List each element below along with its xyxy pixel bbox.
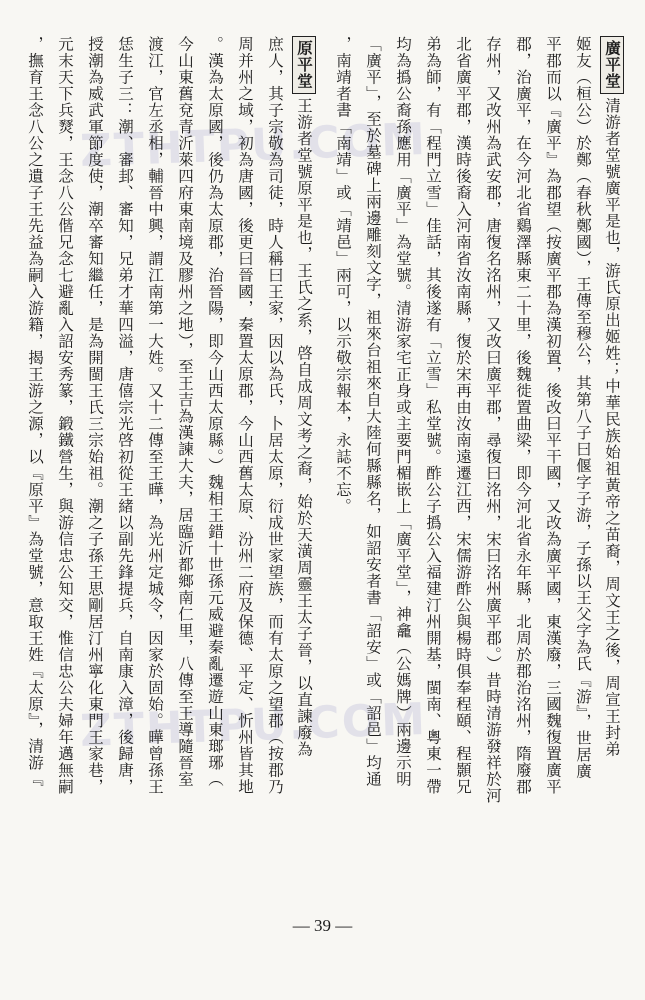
text-column: 恁生子三：潮、審邽、審知，兄弟才華四溢，唐僖宗光啓初從王緒以副先鋒提兵，自南康入漳，後歸唐，	[116, 36, 134, 795]
text-column: 渡江，官左丞相，輔晉中興，謂江南第一大姓。又十二傳至王曄，為光州定城令，因家於固始。曄曾孫王	[146, 36, 164, 795]
text-column: 均為撝公裔孫應用「廣平」為堂號。清游家宅正身或主要門楣嵌上「廣平堂」，神龕（公媽牌）兩邊示明	[394, 36, 412, 788]
text-column: 今山東舊兗青沂萊四府東南境及膠州之地），至王吉為漢諫大夫，居臨沂都鄉南仁里，八傳至王導隨晉室	[176, 36, 194, 788]
section-heading: 原平堂	[292, 36, 316, 94]
text-column: 「廣平」，至於墓碑上兩邊雕刻文字，祖來台祖來自大陸何縣縣名，如詔安者書「詔安」或「詔邑」均通	[364, 36, 382, 788]
text-column: 原平堂王游者堂號原平是也，王氏之系，啓自成周文考之裔，始於天潢周靈王太子晉，以直諫廢為	[294, 36, 316, 916]
section-heading: 廣平堂	[600, 36, 624, 94]
text-column: 弟為師，有「程門立雪」佳話，其後遂有「立雪」私堂號。酢公子撝公入福建汀州開基，閩南、粵東一帶	[424, 36, 442, 795]
text-column: 元末天下兵燹，王念八公偕兄念七避亂入詔安秀篆，鍛鐵營生，與游信忠公知交，惟信忠公夫婦年邁無嗣	[56, 36, 74, 795]
text-column: 姬友（桓公）於鄭（春秋鄭國），王傳至穆公，其第八子曰偃字子游，子孫以王父字為氏『游』，世居廣	[574, 36, 592, 780]
text-column: 。漢為太原國，後仍為太原郡，治晉陽，即今山西太原縣。）魏相王錯十世孫元威避秦亂遷遊山東瑯琊（	[206, 36, 224, 788]
page-number: — 39 —	[292, 916, 353, 935]
text-column: 庶人，其子宗敬為司徒，時人稱曰王家，因以為氏，卜居太原，衍成世家望族，而有太原之望郡（按郡乃	[266, 36, 284, 795]
text-column: 授潮為威武軍節度使，潮卒審知繼任，是為開閩王氏三宗始祖。潮之子孫王思剛居汀州寧化東門王家巷，	[86, 36, 104, 795]
text-column: 廣平堂清游者堂號廣平是也，游氏原出姬姓；中華民族始祖黃帝之苗裔，周文王之後，周宣王封弟	[602, 36, 624, 916]
vertical-text-body	[26, 36, 624, 916]
text-column: 郡，治廣平，在今河北省鷄澤縣東二十里，後魏徙置曲梁，即今河北省永年縣，北周於郡治洺州，隋廢郡	[514, 36, 532, 795]
text-column: 平郡而以『廣平』為郡望（按廣平郡為漢初置，後改曰平干國，又改為廣平國，東漢廢，三國魏復置廣平	[544, 36, 562, 795]
watermark: ZTHTPU.COM	[79, 693, 428, 758]
text-column: ，撫育王念八公之遺子王先益為嗣入游籍，揭王游之源，以『原平』為堂號，意取王姓『太原』，清游『	[26, 36, 44, 788]
watermark: ZTHTPU.COM	[79, 113, 428, 178]
text-column: 周并州之域，初為唐國，後更曰晉國，秦置太原郡，今山西舊太原、汾州二府及保德、平定、忻州皆其地	[236, 36, 254, 795]
text-column: 北省廣平郡，漢時後裔入河南省汝南縣，復於宋再由汝南遠遷江西，宋儒游酢公與楊時俱奉程頤、程顥兄	[454, 36, 472, 795]
text-column: ，南靖者書「南靖」或「靖邑」兩可，以示敬宗報本，永誌不忘。	[334, 36, 352, 515]
text-column: 存州，又改州為武安郡，唐復名洺州，又改曰廣平郡，尋復曰洺州，宋曰洺州廣平郡。）昔時清游發祥於河	[484, 36, 502, 804]
